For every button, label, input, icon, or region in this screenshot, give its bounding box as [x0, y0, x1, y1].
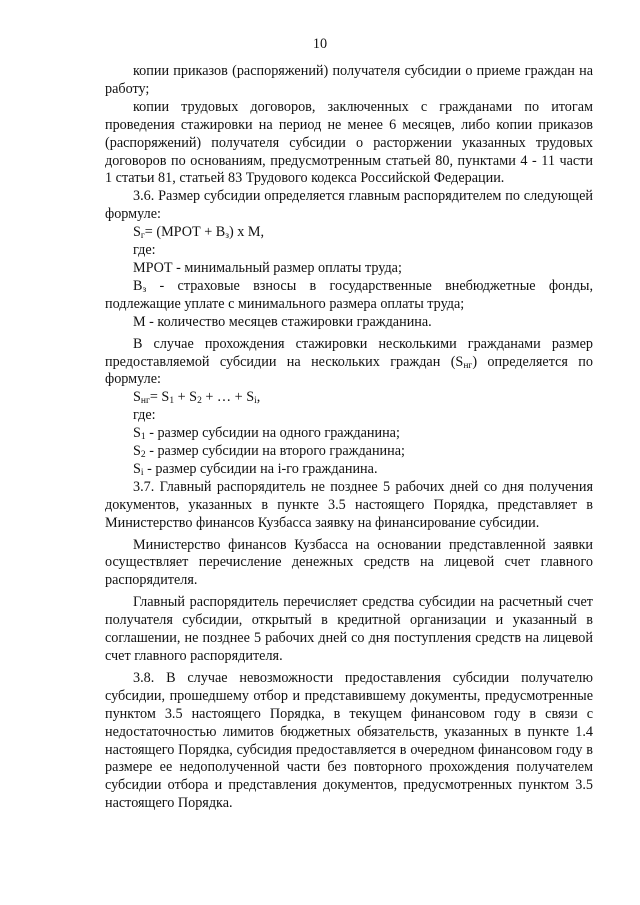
paragraph-3-8: 3.8. В случае невозможности предоставления субсидии получателю субсидии, прошедшему отбор и представившему документы, предусмотренные пунктом 3.5 настоящего Порядка, в текущем финансовом году в связи с недостаточностью лимитов бюджетных обязательств, указанных в пункте 1.4 настоящего Порядка, субсидия предоставляется в очередном финансовом году в размере ее недополученной части без повторного прохождения получателем субсидии отбора и представления документов, предусмотренных пунктом 3.5 настоящего Порядка.: [105, 669, 593, 812]
paragraph-3-6: 3.6. Размер субсидии определяется главным распорядителем по следующей формуле:: [105, 188, 593, 223]
definition-s2: [105, 443, 593, 461]
f2-eq: = S: [149, 389, 170, 406]
formula-b-sub: з: [225, 231, 229, 242]
definition-mrot: МРОТ - минимальный размер оплаты труда;: [133, 259, 402, 276]
page-number: 10: [312, 36, 328, 52]
formula-s: S: [133, 224, 141, 241]
si-symbol: S: [133, 460, 141, 477]
paragraph-orders-copies: копии приказов (распоряжений) получателя субсидии о приеме граждан на работу;: [105, 63, 593, 97]
paragraph-minfin: Министерство финансов Кузбасса на основании представленной заявки осуществляет перечисление денежных средств на лицевой счет главного распорядителя.: [105, 536, 593, 589]
f2-sub1: 1: [169, 396, 175, 407]
s2-symbol: S: [133, 443, 141, 460]
paragraph-contracts-copies: копии трудовых договоров, заключенных с гражданами по итогам проведения стажировки на период не менее 6 месяцев, либо копии приказов (распоряжений) получателя субсидии о расторжении указанных трудовых договоров по основаниям, предусмотренным статьей 80, пунктами 4 - 11 части 1 статьи 81, статьей 83 Трудового кодекса Российской Федерации.: [105, 98, 593, 187]
si-sub: i: [140, 467, 144, 478]
definition-insurance: [105, 278, 593, 314]
s1-text: - размер субсидии на одного гражданина;: [145, 425, 400, 442]
f2-dots: + … + S: [201, 389, 255, 406]
s2-sub: 2: [140, 450, 146, 461]
paragraph-3-7: 3.7. Главный распорядитель не позднее 5 рабочих дней со дня получения документов, указанных в пункте 3.5 настоящего Порядка, представляет в Министерство финансов Кузбасса заявку на финансирование субсидии.: [105, 478, 593, 531]
symbol-b-sub: з: [142, 284, 147, 295]
where-label-2: где:: [133, 407, 156, 424]
paragraph-main-distributor: Главный распорядитель перечисляет средства субсидии на расчетный счет получателя субсидии, открытый в кредитной организации и указанный в соглашении, не позднее 5 рабочих дней со дня поступления средств на лицевой счет главного распорядителя.: [105, 594, 593, 664]
f2-sub2: 2: [197, 396, 202, 407]
f2-s: S: [133, 389, 141, 406]
formula-several: [105, 389, 593, 407]
s1-symbol: S: [133, 425, 141, 442]
s2-text: - размер субсидии на второго гражданина;: [145, 443, 405, 460]
several-end: ) определяется по формуле:: [105, 353, 593, 388]
formula-s-sub: г: [140, 231, 145, 242]
formula-mid: = (МРОТ + В: [144, 224, 226, 241]
definition-s1: [105, 425, 593, 443]
several-text: В случае прохождения стажировки несколькими гражданами размер предоставляемой субсидии на нескольких граждан (S: [105, 335, 593, 370]
f2-plus1: + S: [174, 389, 198, 406]
formula-end: ) х М,: [228, 224, 265, 241]
where-label: где:: [133, 242, 156, 259]
document-body: [105, 63, 593, 813]
formula-single: [105, 224, 593, 242]
si-text: - размер субсидии на i-го гражданина.: [143, 460, 378, 477]
definition-months: М - количество месяцев стажировки гражданина.: [133, 313, 432, 330]
f2-s-sub: нг: [140, 396, 150, 407]
s1-sub: 1: [140, 432, 146, 443]
f2-subi: i: [254, 396, 257, 407]
f2-end: ,: [256, 389, 261, 406]
definition-si: [105, 461, 593, 479]
several-sub: нг: [463, 360, 473, 371]
paragraph-several-citizens: [105, 336, 593, 390]
definition-insurance-text: - страховые взносы в государственные внебюджетные фонды, подлежащие уплате с минимального размера оплаты труда;: [105, 277, 593, 312]
symbol-b: В: [133, 277, 143, 294]
